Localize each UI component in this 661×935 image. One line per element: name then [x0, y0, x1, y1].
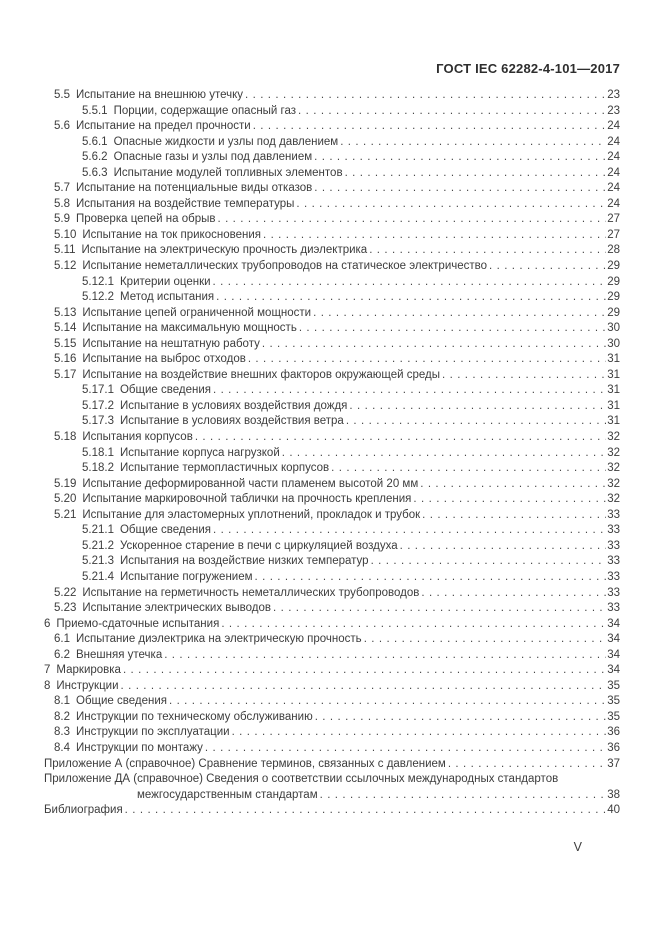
document-code-header: ГОСТ IEC 62282-4-101—2017 [436, 61, 620, 76]
toc-dot-leader [422, 508, 606, 524]
toc-entry-title: Испытание термопластичных корпусов [119, 462, 330, 475]
toc-entry-title: Испытание на максимальную мощность [82, 322, 297, 335]
toc-entry [82, 275, 620, 291]
toc-entry-page: 33 [607, 555, 620, 568]
toc-entry [54, 601, 620, 617]
toc-entry [54, 228, 620, 244]
toc-entry-number: 5.6.2 [82, 151, 108, 164]
toc-entry-number: 5.13 [54, 306, 77, 319]
toc-entry-title: Испытания на воздействие низких температур [119, 555, 369, 568]
toc-entry-title: Испытания корпусов [82, 431, 193, 444]
toc-entry-number: 5.6.3 [82, 166, 108, 179]
toc-entry [44, 803, 620, 819]
toc-entry-number: 5.15 [54, 337, 77, 350]
toc-dot-leader [273, 601, 606, 617]
toc-entry-number: 5.20 [54, 493, 77, 506]
toc-entry [44, 679, 620, 695]
toc-entry-page: 29 [607, 275, 620, 288]
toc-entry-page: 37 [607, 757, 620, 770]
toc-dot-leader [364, 632, 607, 648]
toc-dot-leader [213, 383, 606, 399]
toc-dot-leader [413, 492, 606, 508]
toc-entry-page: 29 [607, 260, 620, 273]
toc-entry-number: 5.17.1 [82, 384, 114, 397]
toc-entry-title: Испытание на ток прикосновения [82, 228, 261, 241]
toc-entry-title: Испытание неметаллических трубопроводов на статическое электричество [82, 260, 488, 273]
toc-entry [54, 508, 620, 524]
toc-entry-number: 5.18.2 [82, 462, 114, 475]
toc-entry-page: 31 [607, 353, 620, 366]
toc-dot-leader [121, 679, 607, 695]
toc-dot-leader [349, 399, 606, 415]
toc-dot-leader [205, 741, 606, 757]
toc-dot-leader [314, 150, 606, 166]
toc-dot-leader [299, 321, 606, 337]
toc-entry-number: 8.4 [54, 741, 70, 754]
toc-entry-page: 31 [607, 384, 620, 397]
toc-entry-number: 5.11 [54, 244, 76, 257]
toc-entry-title: Порции, содержащие опасный газ [113, 104, 297, 117]
toc-dot-leader [263, 228, 606, 244]
toc-entry-title: Общие сведения [119, 524, 211, 537]
toc-entry-page: 34 [607, 633, 620, 646]
toc-dot-leader [216, 290, 606, 306]
toc-entry-title: Испытание маркировочной таблички на прочность крепления [82, 493, 412, 506]
toc-entry-number: 5.21.1 [82, 524, 114, 537]
toc-entry-page: 30 [607, 337, 620, 350]
toc-entry [82, 383, 620, 399]
toc-entry-title: Испытание на предел прочности [76, 120, 251, 133]
toc-entry [54, 119, 620, 135]
toc-entry [82, 446, 620, 462]
toc-entry [82, 135, 620, 151]
toc-entry-title: Опасные газы и узлы под давлением [113, 151, 313, 164]
toc-entry-title: Испытание диэлектрика на электрическую прочность [76, 633, 362, 646]
toc-entry-number: 5.17 [54, 368, 77, 381]
toc-entry [54, 306, 620, 322]
toc-entry-title: Проверка цепей на обрыв [76, 213, 216, 226]
toc-entry-title: Инструкции по техническому обслуживанию [76, 710, 313, 723]
toc-entry [82, 414, 620, 430]
toc-entry [44, 757, 620, 773]
toc-entry-number: 5.6 [54, 120, 70, 133]
toc-dot-leader [253, 119, 607, 135]
toc-entry-page: 33 [607, 539, 620, 552]
toc-entry [82, 570, 620, 586]
toc-entry-title: Маркировка [56, 664, 121, 677]
toc-entry-title: Испытание на выброс отходов [82, 353, 246, 366]
toc-entry-number: 5.16 [54, 353, 77, 366]
toc-dot-leader [125, 803, 607, 819]
toc-entry-number: 8.3 [54, 726, 70, 739]
toc-dot-leader [221, 617, 606, 633]
toc-entry-title: Общие сведения [119, 384, 211, 397]
toc-entry-number: 5.14 [54, 322, 77, 335]
toc-entry-page: 27 [607, 228, 620, 241]
toc-entry-number: 8.2 [54, 710, 70, 723]
toc-entry-number: 5.10 [54, 228, 77, 241]
toc-dot-leader [313, 306, 606, 322]
toc-entry-page: 33 [607, 508, 620, 521]
toc-entry [54, 352, 620, 368]
toc-entry-number: 5.6.1 [82, 135, 108, 148]
toc-entry-number: 5.8 [54, 197, 70, 210]
toc-entry-page: 23 [607, 104, 620, 117]
toc-entry-title: Инструкции по эксплуатации [76, 726, 230, 739]
toc-dot-leader [232, 725, 607, 741]
toc-entry-title: Инструкции [56, 679, 119, 692]
toc-entry-number: 5.12.1 [82, 275, 114, 288]
toc-entry-number: 5.9 [54, 213, 70, 226]
toc-dot-leader [400, 539, 607, 555]
toc-entry-title: Испытание модулей топливных элементов [113, 166, 343, 179]
toc-entry-title: Приложение ДА (справочное) Сведения о соответствии ссылочных международных стандартов [44, 773, 559, 786]
toc-entry-page: 32 [607, 446, 620, 459]
toc-entry [54, 632, 620, 648]
toc-entry-title: Ускоренное старение в печи с циркуляцией воздуха [119, 539, 398, 552]
toc-entry-number: 5.18.1 [82, 446, 114, 459]
toc-entry-page: 24 [607, 197, 620, 210]
toc-dot-leader [371, 554, 607, 570]
toc-entry [54, 321, 620, 337]
toc-entry-title: межгосударственным стандартам [137, 788, 318, 801]
toc-entry-page: 35 [607, 695, 620, 708]
toc-entry [82, 150, 620, 166]
toc-entry-page: 29 [607, 306, 620, 319]
toc-entry-number: 5.17.2 [82, 399, 114, 412]
toc-entry-page: 36 [607, 726, 620, 739]
toc-entry-page: 24 [607, 166, 620, 179]
toc-dot-leader [331, 461, 606, 477]
toc-dot-leader [314, 181, 606, 197]
table-of-contents [44, 88, 620, 819]
toc-dot-leader [448, 757, 606, 773]
toc-entry-title: Испытание в условиях воздействия дождя [119, 399, 348, 412]
toc-entry [44, 772, 620, 788]
toc-entry-page: 38 [607, 788, 620, 801]
toc-entry-page: 32 [607, 477, 620, 490]
toc-entry-page: 40 [607, 804, 620, 817]
toc-entry-page: 23 [607, 89, 620, 101]
toc-entry-number: 8 [44, 679, 51, 692]
toc-dot-leader [442, 368, 606, 384]
page-number-roman: V [573, 840, 582, 854]
toc-entry-number: 5.21 [54, 508, 77, 521]
toc-entry-number: 6 [44, 617, 51, 630]
toc-entry-title: Опасные жидкости и узлы под давлением [113, 135, 339, 148]
toc-entry [54, 212, 620, 228]
toc-dot-leader [340, 135, 606, 151]
toc-dot-leader [315, 710, 607, 726]
toc-entry-page: 29 [607, 291, 620, 304]
toc-entry-title: Испытание корпуса нагрузкой [119, 446, 280, 459]
toc-entry-page: 34 [607, 617, 620, 630]
toc-entry-page: 24 [607, 151, 620, 164]
toc-entry-title: Испытание на потенциальные виды отказов [76, 182, 313, 195]
toc-entry-page: 33 [607, 586, 620, 599]
toc-entry-title: Внешняя утечка [76, 648, 163, 661]
toc-entry-page: 34 [607, 648, 620, 661]
toc-entry-number: 7 [44, 664, 51, 677]
toc-dot-leader [213, 523, 606, 539]
toc-entry-number: 5.12.2 [82, 291, 114, 304]
toc-entry-title: Общие сведения [76, 695, 167, 708]
toc-entry [54, 725, 620, 741]
toc-entry-page: 33 [607, 602, 620, 615]
toc-entry-title: Испытание в условиях воздействия ветра [119, 415, 344, 428]
toc-dot-leader [262, 337, 606, 353]
toc-entry [54, 477, 620, 493]
toc-entry-title: Критерии оценки [119, 275, 211, 288]
toc-entry-page: 27 [607, 213, 620, 226]
toc-dot-leader [195, 430, 606, 446]
toc-entry-number: 8.1 [54, 695, 70, 708]
toc-entry-number: 5.22 [54, 586, 77, 599]
toc-entry-number: 5.18 [54, 431, 77, 444]
toc-entry-page: 32 [607, 431, 620, 444]
toc-entry-title: Инструкции по монтажу [76, 741, 203, 754]
toc-entry [54, 181, 620, 197]
toc-entry [54, 259, 620, 275]
toc-entry-number: 5.5 [54, 89, 70, 101]
toc-entry [82, 399, 620, 415]
toc-dot-leader [420, 477, 606, 493]
toc-entry-page: 24 [607, 135, 620, 148]
toc-entry [54, 586, 620, 602]
toc-entry [82, 523, 620, 539]
toc-entry-title: Испытания на воздействие температуры [76, 197, 295, 210]
toc-entry-title: Испытание на внешнюю утечку [76, 89, 244, 101]
toc-dot-leader [489, 259, 606, 275]
toc-entry [137, 788, 620, 804]
toc-entry [44, 663, 620, 679]
toc-entry-page: 24 [607, 120, 620, 133]
toc-entry-number: 5.23 [54, 602, 77, 615]
toc-entry-number: 5.12 [54, 260, 77, 273]
toc-entry-title: Испытание погружением [119, 570, 253, 583]
toc-dot-leader [346, 414, 606, 430]
toc-entry [54, 243, 620, 259]
toc-entry-page: 36 [607, 741, 620, 754]
toc-entry-page: 31 [607, 399, 620, 412]
toc-dot-leader [255, 570, 607, 586]
toc-entry-title: Библиография [44, 804, 123, 817]
toc-entry-title: Испытание электрических выводов [82, 602, 272, 615]
toc-entry-title: Метод испытания [119, 291, 215, 304]
toc-entry [54, 368, 620, 384]
toc-dot-leader [298, 104, 606, 120]
toc-entry-page: 28 [607, 244, 620, 257]
toc-dot-leader [164, 648, 606, 664]
toc-entry-number: 5.21.3 [82, 555, 114, 568]
toc-entry [54, 492, 620, 508]
toc-dot-leader [123, 663, 606, 679]
toc-entry-page: 31 [607, 415, 620, 428]
toc-entry-page: 34 [607, 664, 620, 677]
toc-entry-page: 30 [607, 322, 620, 335]
toc-dot-leader [213, 275, 607, 291]
toc-entry [54, 337, 620, 353]
toc-entry [82, 554, 620, 570]
toc-entry-title: Приемо-сдаточные испытания [56, 617, 220, 630]
toc-entry [82, 290, 620, 306]
toc-entry-title: Испытание для эластомерных уплотнений, прокладок и трубок [82, 508, 421, 521]
toc-entry-title: Испытание деформированной части пламенем высотой 20 мм [82, 477, 419, 490]
toc-dot-leader [369, 243, 606, 259]
toc-entry-page: 31 [607, 368, 620, 381]
toc-entry-page: 33 [607, 570, 620, 583]
toc-entry-number: 5.5.1 [82, 104, 108, 117]
toc-entry [54, 430, 620, 446]
toc-dot-leader [421, 586, 606, 602]
toc-entry-title: Испытание на герметичность неметаллических трубопроводов [82, 586, 420, 599]
toc-entry-number: 5.19 [54, 477, 77, 490]
toc-entry-title: Приложение А (справочное) Сравнение терминов, связанных с давлением [44, 757, 446, 770]
toc-dot-leader [248, 352, 606, 368]
toc-entry-number: 5.7 [54, 182, 70, 195]
toc-entry-title: Испытание цепей ограниченной мощности [82, 306, 312, 319]
toc-dot-leader [218, 212, 607, 228]
toc-dot-leader [169, 694, 606, 710]
toc-entry-number: 6.1 [54, 633, 70, 646]
toc-entry [54, 88, 620, 104]
toc-entry-page: 24 [607, 182, 620, 195]
toc-entry [44, 617, 620, 633]
toc-dot-leader [345, 166, 607, 182]
toc-entry-title: Испытание на нештатную работу [82, 337, 260, 350]
toc-entry-page: 35 [607, 710, 620, 723]
toc-entry-title: Испытание на электрическую прочность диэлектрика [81, 244, 368, 257]
toc-entry-page: 33 [607, 524, 620, 537]
toc-dot-leader [245, 88, 606, 104]
toc-dot-leader [296, 197, 606, 213]
toc-entry [82, 104, 620, 120]
toc-entry [82, 461, 620, 477]
toc-entry [82, 166, 620, 182]
toc-dot-leader [320, 788, 607, 804]
toc-entry-number: 5.21.2 [82, 539, 114, 552]
toc-entry [54, 741, 620, 757]
toc-entry-page: 35 [607, 679, 620, 692]
toc-entry [54, 648, 620, 664]
toc-entry-page: 32 [607, 462, 620, 475]
toc-entry-number: 5.17.3 [82, 415, 114, 428]
toc-dot-leader [282, 446, 606, 462]
toc-entry-number: 5.21.4 [82, 570, 114, 583]
toc-entry-number: 6.2 [54, 648, 70, 661]
toc-entry-page: 32 [607, 493, 620, 506]
toc-entry-title: Испытание на воздействие внешних факторов окружающей среды [82, 368, 441, 381]
toc-entry [82, 539, 620, 555]
toc-entry [54, 197, 620, 213]
toc-entry [54, 710, 620, 726]
toc-entry [54, 694, 620, 710]
